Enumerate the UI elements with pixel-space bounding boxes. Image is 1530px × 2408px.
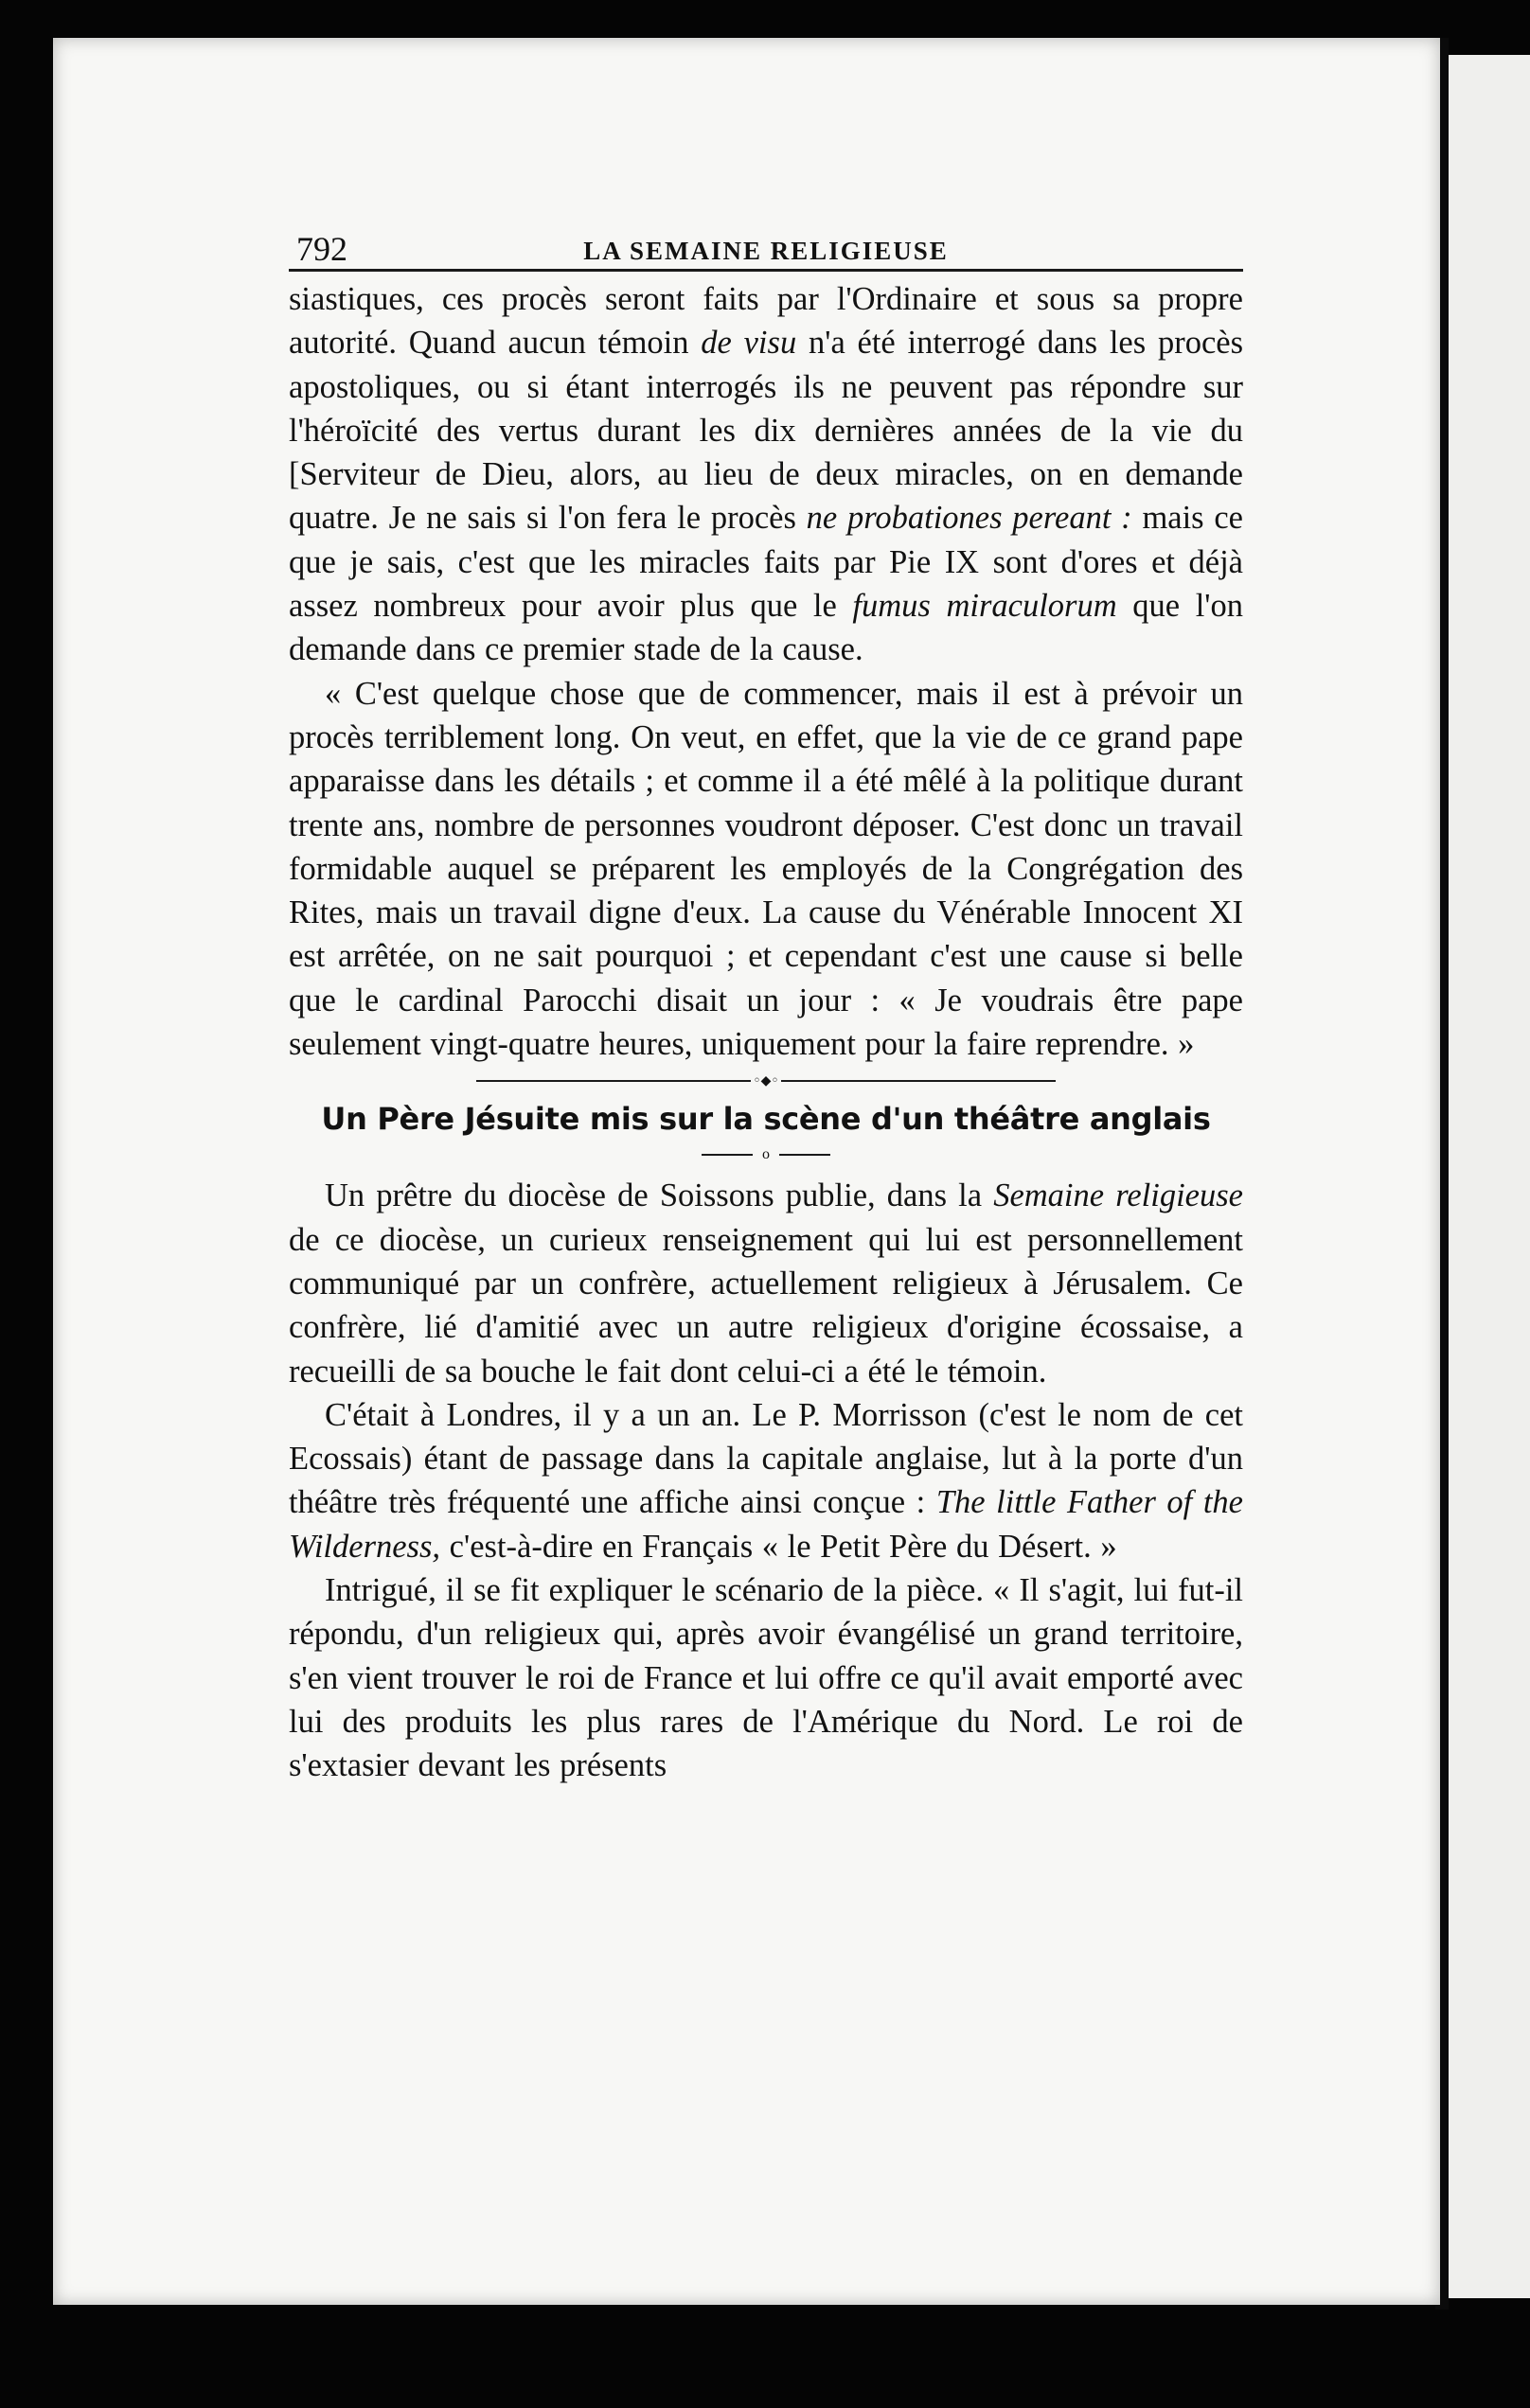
text-run: mais ce que je sais, c'est que les miracles faits par Pie IX sont d'ores et déjà assez nombreux pour avoir plus que le [289,500,1243,625]
article-body [289,1174,1243,1787]
paragraph [289,1393,1243,1568]
ornamental-divider [289,1071,1243,1098]
paragraph [289,1568,1243,1787]
running-title: LA SEMAINE RELIGIEUSE [583,237,949,265]
divider-rule-left [476,1080,751,1082]
text-run: Intrigué, il se fit expliquer le scénario de la pièce. « Il s'agit, lui fut-il répondu, d'un religieux qui, après avoir évangélisé un grand territoire, s'en vient trouver le roi de France et lui offre ce qu'il avait emporté avec lui des produits les plus rares de l'Amérique du Nord. Le roi de s'extasier devant les présents [289,1572,1243,1784]
text-run: C'était à Londres, il y a un an. Le P. Morrisson (c'est le nom de cet Ecossais) étant de passage dans la capitale anglaise, lut à la porte d'un théâtre très fréquenté une affiche ainsi conçue : [289,1396,1243,1521]
title-separator [289,1142,1243,1166]
text-run: Un prêtre du diocèse de Soissons publie, dans la [325,1177,994,1214]
separator-rule-right [779,1154,830,1156]
separator-rule-left [702,1154,753,1156]
page-number: 792 [296,230,347,268]
section-title: Un Père Jésuite mis sur la scène d'un théâtre anglais [321,1101,1211,1138]
text-run: que l'on demande dans ce premier stade de la cause. [289,588,1243,668]
divider-ornament-icon: ◦◆◦ [753,1072,779,1089]
italic-phrase: The little Father of the Wilderness, [289,1484,1243,1565]
paragraph [289,672,1243,1067]
separator-glyph: o [762,1145,770,1162]
text-run: « C'est quelque chose que de commencer, mais il est à prévoir un procès terriblement long. On veut, en effet, que la vie de ce grand pape apparaisse dans les détails ; et comme il a été mêlé à la politique durant trente ans, nombre de personnes voudront déposer. C'est donc un travail formidable auquel se préparent les employés de la Congrégation des Rites, mais un travail digne d'eux. La cause du Vénérable Innocent XI est arrêtée, on ne sait pourquoi ; et cependant c'est une cause si belle que le cardinal Parocchi disait un jour : « Je voudrais être pape seulement vingt-quatre heures, uniquement pour la faire reprendre. » [289,675,1243,1063]
paragraph [289,277,1243,672]
text-run: de ce diocèse, un curieux renseignement qui lui est personnellement communiqué par un confrère, actuellement religieux à Jérusalem. Ce confrère, lié d'amitié avec un autre religieux d'origine écossaise, a recueilli de sa bouche le fait dont celui-ci a été le témoin. [289,1221,1243,1390]
divider-rule-right [781,1080,1056,1082]
text-run: n'a été interrogé dans les procès apostoliques, ou si étant interrogés ils ne peuvent pas répondre sur l'héroïcité des vertus durant les dix dernières années de la vie du [Serviteur de Dieu, alors, au lieu de deux miracles, on en demande quatre. Je ne sais si l'on fera le procès [289,325,1243,537]
running-head [289,216,1243,272]
facing-page-edge [1449,55,1530,2298]
italic-phrase: de visu [701,325,797,362]
paragraph [289,1174,1243,1392]
italic-phrase: Semaine religieuse [993,1177,1243,1214]
text-run: c'est-à-dire en Français « le Petit Père du Désert. » [440,1528,1117,1565]
italic-phrase: ne probationes pereant : [806,500,1132,537]
article-continuation [289,277,1243,1066]
italic-phrase: fumus miraculorum [852,588,1117,625]
text-run: siastiques, ces procès seront faits par l'Ordinaire et sous sa propre autorité. Quand aucun témoin [289,281,1243,362]
page-content [289,216,1243,1788]
